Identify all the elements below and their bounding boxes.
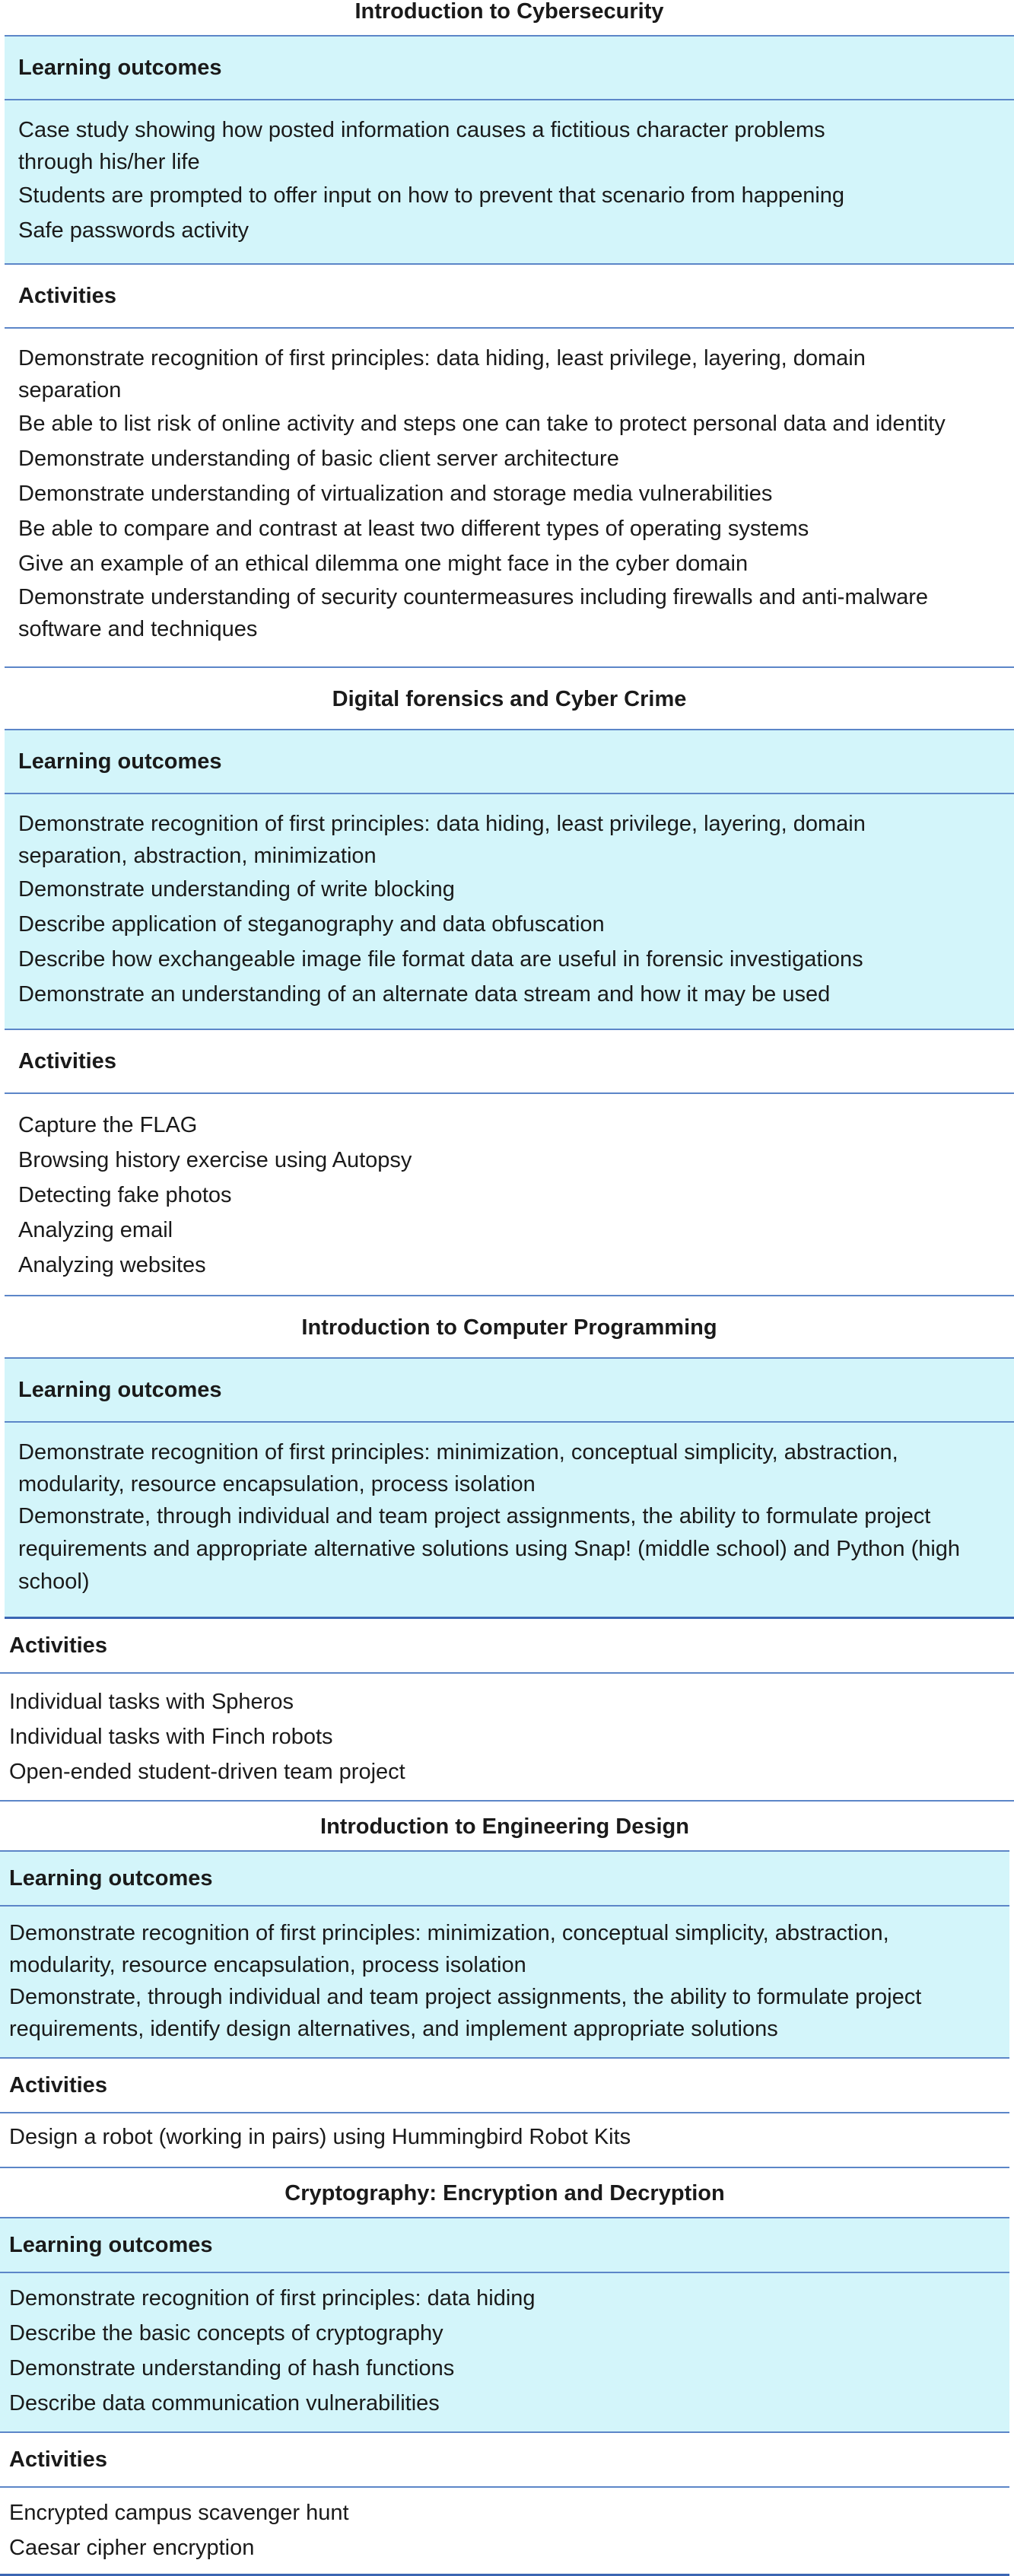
list-item: Analyzing websites: [18, 1253, 206, 1277]
learning-outcomes-header: Learning outcomes: [5, 730, 1014, 794]
section-title: Introduction to Engineering Design: [0, 1802, 1009, 1852]
activities-header: Activities: [5, 1030, 1014, 1094]
list-item: Demonstrate recognition of first principles: minimization, conceptual simplicity, abstraction, modularity, resource encapsulation, process isolation: [18, 1440, 898, 1496]
activities-list: [0, 2113, 1009, 2168]
list-item: Demonstrate understanding of write blocking: [18, 877, 455, 902]
activities-header: Activities: [5, 265, 1014, 329]
list-item: Demonstrate recognition of first principles: minimization, conceptual simplicity, abstraction, modularity, resource encapsulation, process isolation: [9, 1921, 889, 1977]
list-item: Individual tasks with Spheros: [9, 1690, 294, 1714]
list-item: Describe how exchangeable image file format data are useful in forensic investigations: [18, 947, 863, 972]
list-item: Demonstrate understanding of basic client server architecture: [18, 447, 619, 471]
section-title: Digital forensics and Cyber Crime: [5, 668, 1014, 730]
list-item: Encrypted campus scavenger hunt: [9, 2501, 349, 2525]
list-item: Demonstrate understanding of virtualization and storage media vulnerabilities: [18, 482, 773, 506]
section-cybersecurity: [5, 0, 1014, 668]
learning-outcomes-header: Learning outcomes: [5, 37, 1014, 100]
list-item: Demonstrate, through individual and team project assignments, the ability to formulate project requirements, identify design alternatives, and implement appropriate solutions: [9, 1985, 922, 2041]
learning-outcomes-header: Learning outcomes: [0, 1852, 1009, 1907]
list-item: Describe application of steganography and data obfuscation: [18, 912, 605, 937]
learning-outcomes-list: [0, 1907, 1009, 2059]
list-item: Demonstrate an understanding of an alternate data stream and how it may be used: [18, 982, 831, 1007]
learning-outcomes-list: [5, 100, 1014, 265]
section-title: Introduction to Computer Programming: [5, 1296, 1014, 1359]
activities-list: [0, 1674, 1014, 1802]
learning-outcomes-list: [0, 2273, 1009, 2433]
section-digital-forensics: [5, 668, 1014, 1296]
learning-outcomes-list: [5, 1423, 1014, 1619]
list-item: Safe passwords activity: [18, 218, 250, 243]
list-item: Capture the FLAG: [18, 1113, 198, 1137]
list-item: Detecting fake photos: [18, 1183, 232, 1207]
learning-outcomes-header: Learning outcomes: [0, 2218, 1009, 2273]
activities-header: Activities: [0, 2433, 1009, 2488]
section-cryptography: [0, 2168, 1009, 2576]
list-item: Be able to compare and contrast at least two different types of operating systems: [18, 517, 809, 541]
learning-outcomes-list: [5, 794, 1014, 1030]
list-item: Demonstrate, through individual and team project assignments, the ability to formulate project requirements and appropriate alternative solutions using Snap! (middle school) and Python (high school): [18, 1504, 961, 1594]
activities-header: Activities: [0, 2059, 1009, 2113]
activities-list: [5, 1094, 1014, 1296]
list-item: Demonstrate recognition of first principles: data hiding, least privilege, layering, domain separation: [18, 346, 866, 402]
list-item: Browsing history exercise using Autopsy: [18, 1148, 412, 1172]
activities-header: Activities: [0, 1619, 1014, 1674]
list-item: Give an example of an ethical dilemma one might face in the cyber domain: [18, 552, 749, 576]
section-computer-programming: [5, 1296, 1014, 1619]
activities-list: [0, 2488, 1009, 2576]
list-item: Students are prompted to offer input on how to prevent that scenario from happening: [18, 183, 845, 208]
list-item: Analyzing email: [18, 1218, 173, 1242]
list-item: Design a robot (working in pairs) using Hummingbird Robot Kits: [9, 2125, 631, 2149]
list-item: Demonstrate recognition of first principles: data hiding, least privilege, layering, domain separation, abstraction, minimization: [18, 812, 866, 868]
section-title: Introduction to Cybersecurity: [5, 0, 1014, 37]
activities-list: [5, 329, 1014, 668]
section-engineering-design: [0, 1802, 1009, 2168]
list-item: Case study showing how posted information causes a fictitious character problems through his/her life: [18, 118, 825, 174]
learning-outcomes-header: Learning outcomes: [5, 1359, 1014, 1423]
list-item: Open-ended student-driven team project: [9, 1760, 405, 1784]
list-item: Describe the basic concepts of cryptography: [9, 2321, 443, 2345]
list-item: Describe data communication vulnerabilities: [9, 2391, 440, 2415]
list-item: Demonstrate understanding of security countermeasures including firewalls and anti-malware software and techniques: [18, 585, 929, 641]
section-title: Cryptography: Encryption and Decryption: [0, 2168, 1009, 2218]
list-item: Be able to list risk of online activity and steps one can take to protect personal data and identity: [18, 412, 946, 436]
list-item: Individual tasks with Finch robots: [9, 1725, 333, 1749]
list-item: Demonstrate recognition of first principles: data hiding: [9, 2286, 536, 2310]
list-item: Caesar cipher encryption: [9, 2536, 255, 2560]
list-item: Demonstrate understanding of hash functions: [9, 2356, 455, 2380]
section-computer-programming-activities: [0, 1619, 1014, 1802]
